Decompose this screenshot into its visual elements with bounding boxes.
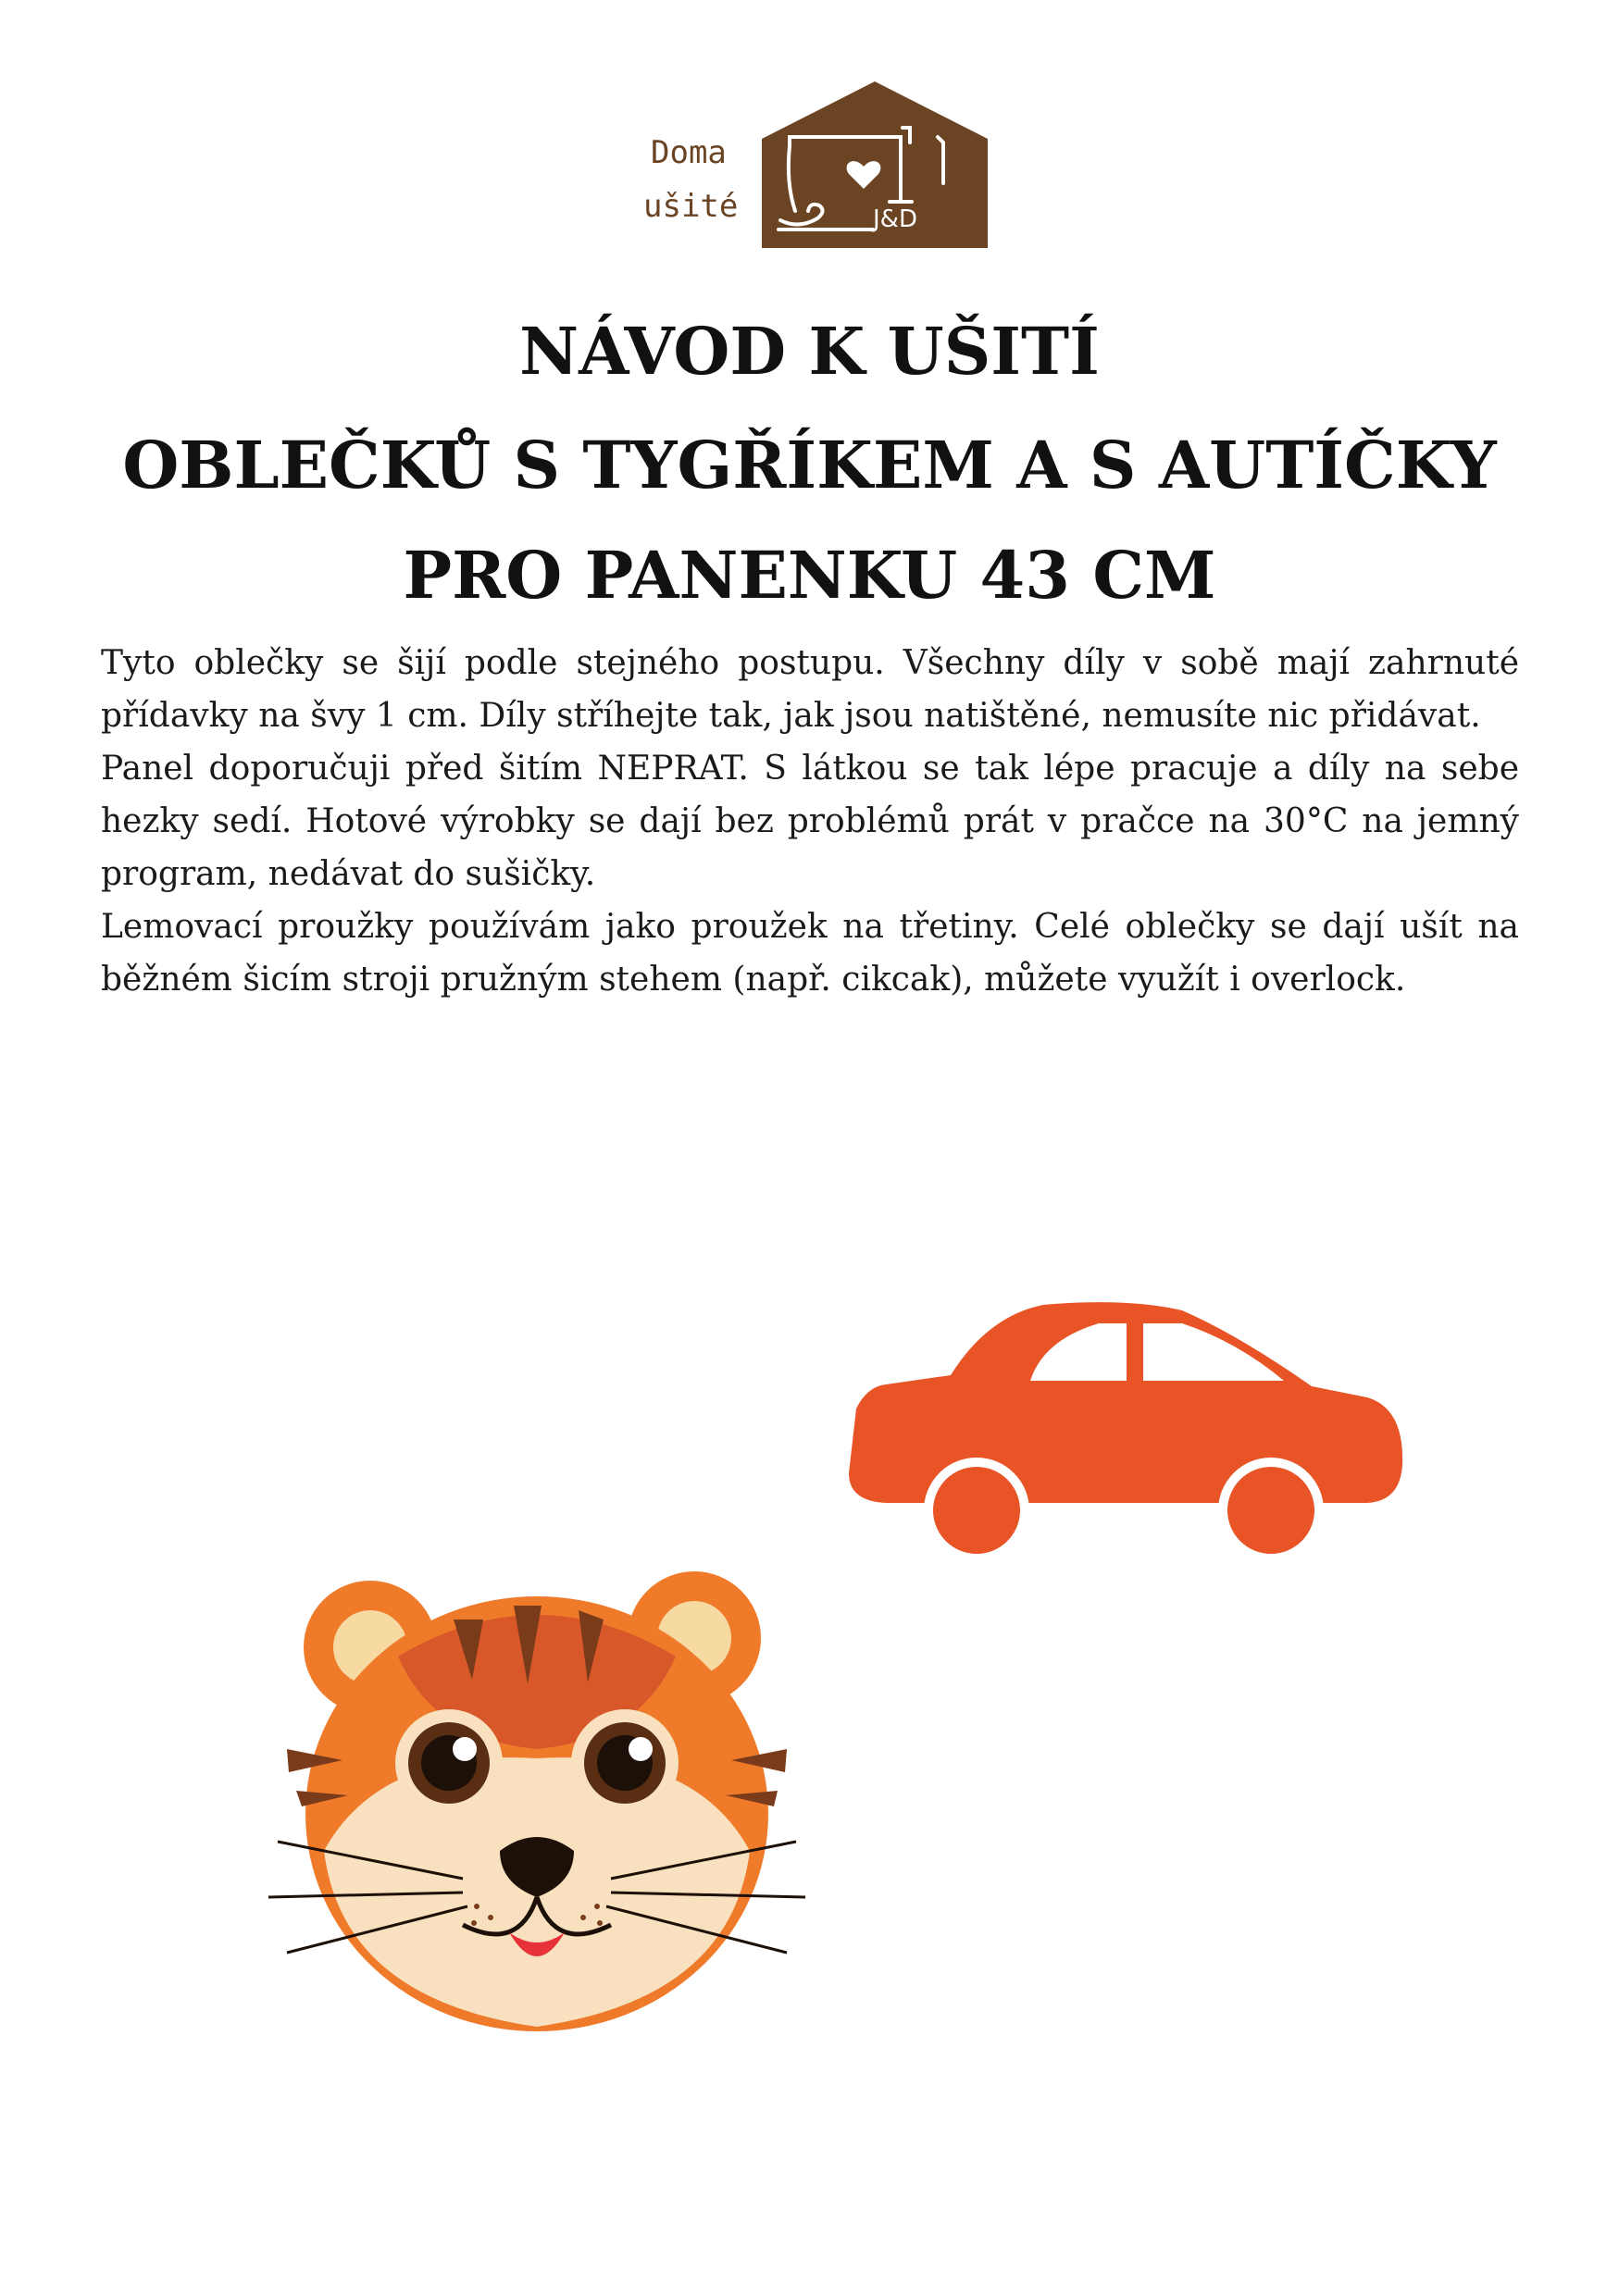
- brand-logo: [641, 81, 988, 248]
- title-line-2: OBLEČKŮ S TYGŘÍKEM A S AUTÍČKY: [122, 427, 1497, 503]
- car-icon: [849, 1297, 1404, 1558]
- tiger-face-icon: [268, 1518, 805, 2036]
- paragraph-2: Panel doporučuji před šitím NEPRAT. S látkou se tak lépe pracuje a díly na sebe hezky sedí. Hotové výrobky se dají bez problémů prát v pračce na 30°C na jemný program, nedávat do sušičky.: [101, 750, 1519, 893]
- title-line-1: NÁVOD K UŠITÍ: [519, 313, 1100, 390]
- logo-text-doma: Doma: [651, 134, 727, 171]
- paragraph-3: Lemovací proužky používám jako proužek na třetiny. Celé oblečky se dají ušít na běžném šicím stroji pružným stehem (např. cikcak), můžete využít i overlock.: [101, 908, 1519, 999]
- logo-mark-jd: J&D: [873, 205, 917, 233]
- logo-text-usite: ušité: [643, 188, 739, 225]
- paragraph-1: Tyto oblečky se šijí podle stejného postupu. Všechny díly v sobě mají zahrnuté přídavky na švy 1 cm. Díly stříhejte tak, jak jsou natištěné, nemusíte nic přidávat.: [101, 644, 1519, 735]
- instructions-text: [101, 637, 1519, 1006]
- title-line-3: PRO PANENKU 43 CM: [403, 537, 1216, 614]
